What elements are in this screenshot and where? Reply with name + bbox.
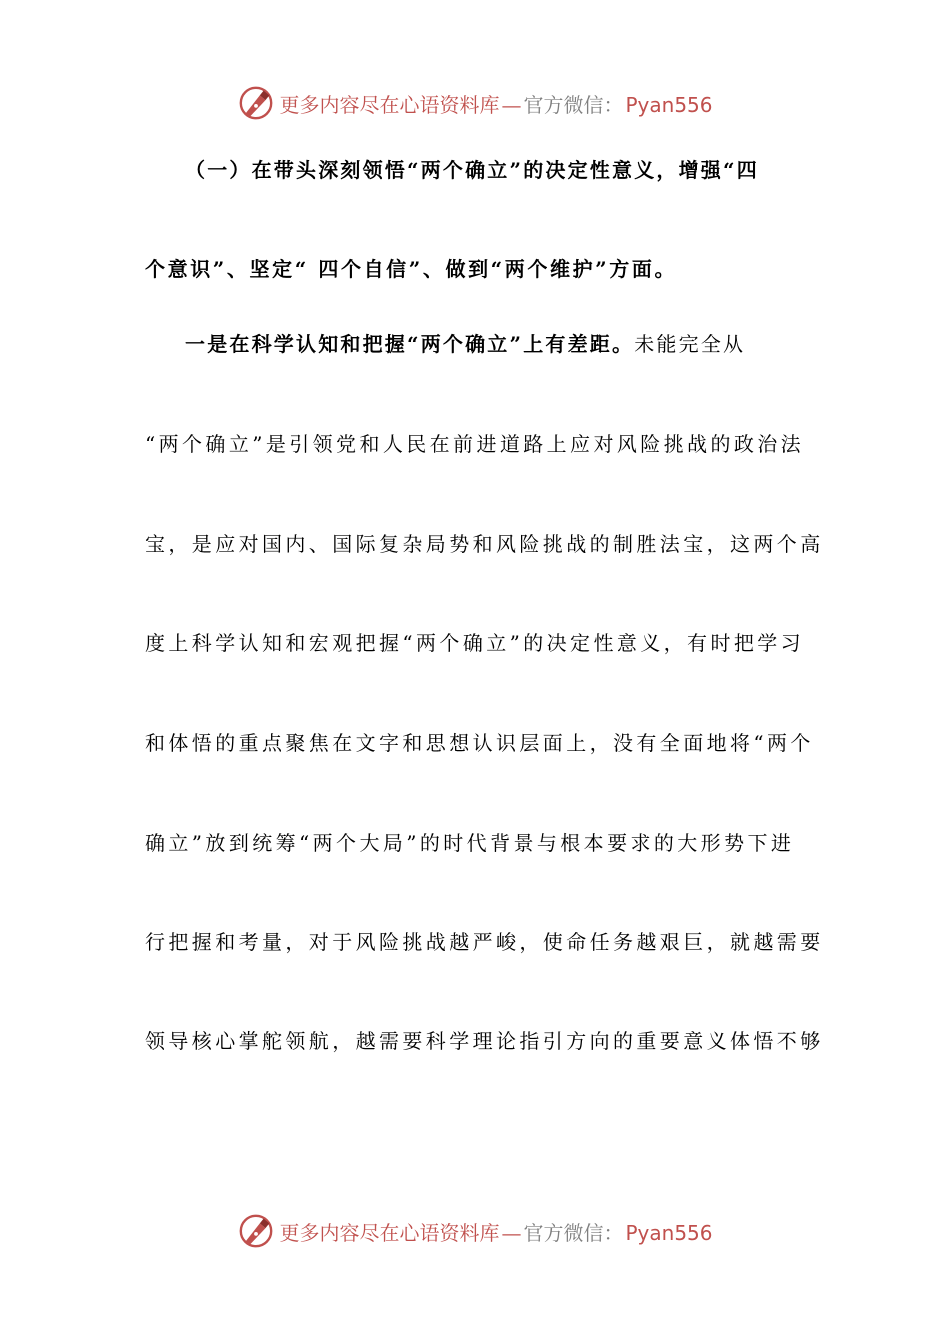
pen-nib-circle-icon — [237, 84, 275, 122]
section-heading-line-2: 个意识”、坚定“ 四个自信”、做到“两个维护”方面。 — [145, 257, 678, 281]
paragraph-line: 领导核心掌舵领航，越需要科学理论指引方向的重要意义体悟不够 — [145, 1029, 824, 1053]
banner-wechat-id: Pyan556 — [625, 92, 713, 117]
paragraph-line: 宝，是应对国内、国际复杂局势和风险挑战的制胜法宝，这两个高 — [145, 532, 824, 556]
banner-dash: — — [501, 92, 522, 117]
banner-text — [279, 1217, 712, 1246]
paragraph-line: “两个确立”是引领党和人民在前进道路上应对风险挑战的政治法 — [145, 432, 805, 456]
paragraph-first-rest: 未能完全从 — [634, 332, 746, 356]
paragraph-bold-lead: 一是在科学认知和把握“两个确立”上有差距。 — [185, 332, 635, 356]
paragraph-first-line — [145, 329, 793, 359]
banner-wechat-id: Pyan556 — [625, 1220, 713, 1245]
header-banner — [0, 80, 950, 126]
banner-text — [279, 89, 712, 118]
banner-main-text: 更多内容尽在心语资料库 — [279, 1220, 500, 1245]
banner-official-label: 官方微信： — [523, 92, 624, 117]
paragraph-line: 和体悟的重点聚焦在文字和思想认识层面上，没有全面地将“两个 — [145, 731, 814, 755]
banner-dash: — — [501, 1220, 522, 1245]
pen-nib-circle-icon — [237, 1212, 275, 1250]
footer-banner — [0, 1208, 950, 1254]
banner-main-text: 更多内容尽在心语资料库 — [279, 92, 500, 117]
paragraph-line: 确立”放到统筹“两个大局”的时代背景与根本要求的大形势下进 — [145, 831, 795, 855]
section-heading-line-1: （一）在带头深刻领悟“两个确立”的决定性意义，增强“四 — [185, 158, 759, 182]
banner-official-label: 官方微信： — [523, 1220, 624, 1245]
paragraph-line: 行把握和考量，对于风险挑战越严峻，使命任务越艰巨，就越需要 — [145, 930, 824, 954]
paragraph-line: 度上科学认知和宏观把握“两个确立”的决定性意义，有时把学习 — [145, 631, 805, 655]
